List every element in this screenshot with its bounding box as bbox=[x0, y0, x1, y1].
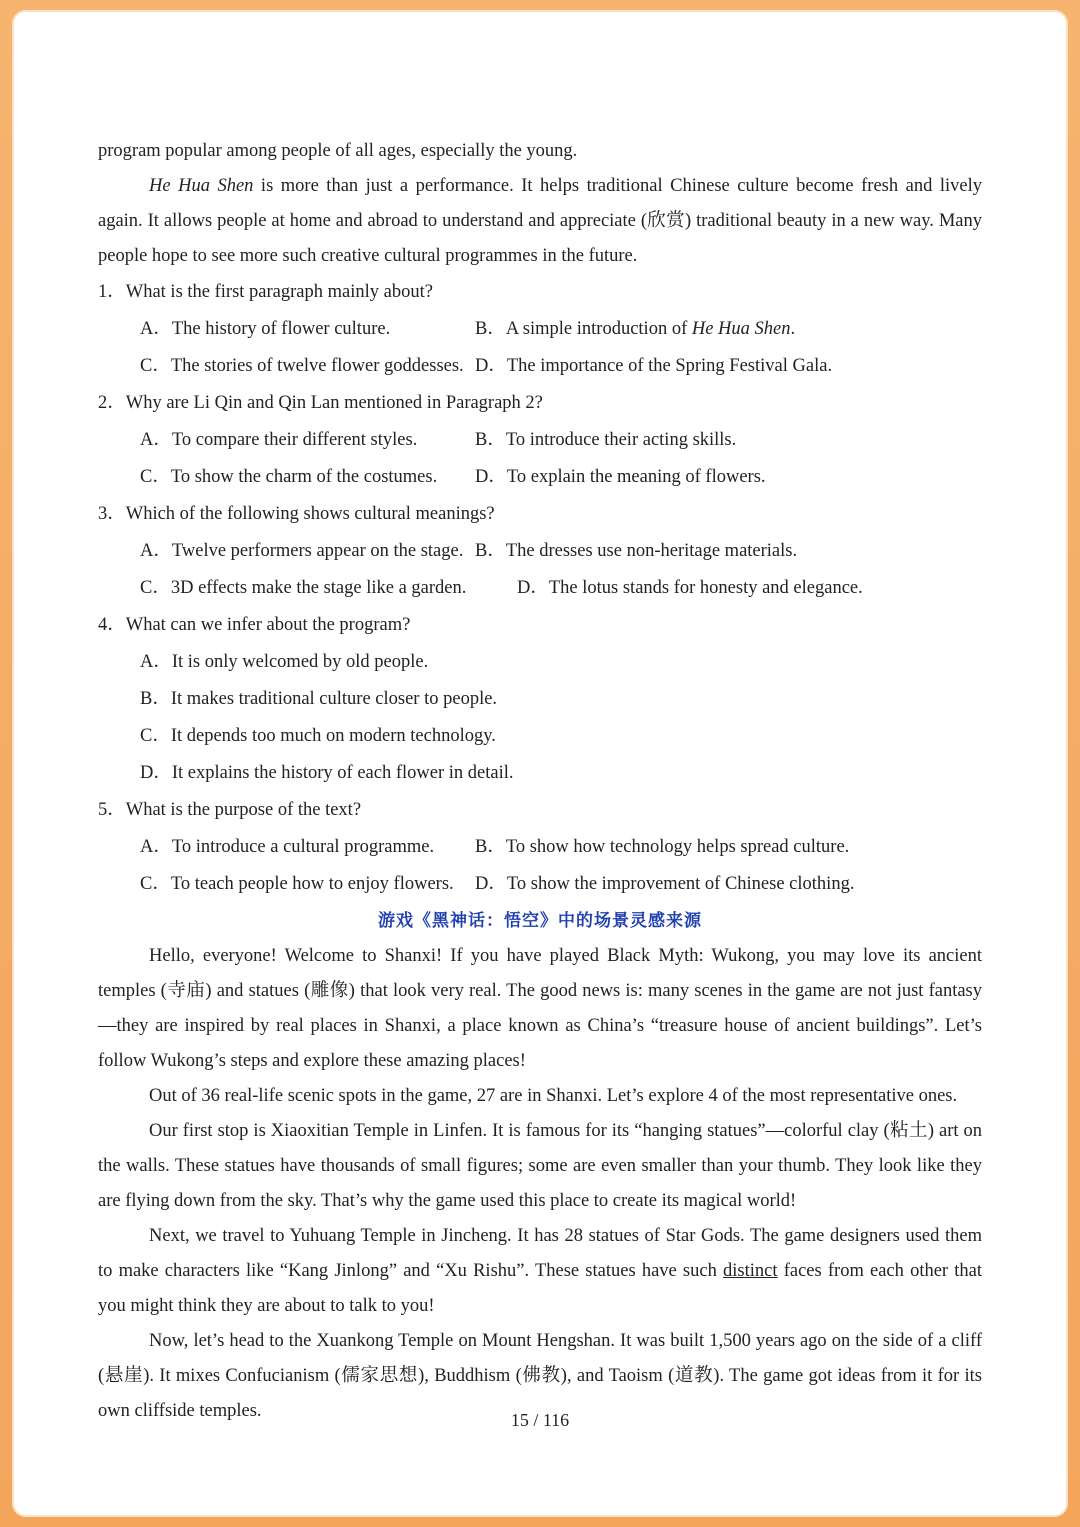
question-1-option-d[interactable]: D．The importance of the Spring Festival Gala. bbox=[475, 356, 833, 376]
option-b-end: . bbox=[790, 319, 796, 339]
question-5-options-row-2 bbox=[140, 866, 982, 903]
question-5-option-a[interactable]: A．To introduce a cultural programme. bbox=[140, 837, 435, 857]
passage-paragraph-4 bbox=[98, 1219, 982, 1324]
passage-paragraph-5: Now, let’s head to the Xuankong Temple on Mount Hengshan. It was built 1,500 years ago on the side of a cliff (悬崖). It mixes Confucianism (儒家思想), Buddhism (佛教), and Taoism (道教). The game got ideas from it for its own cliffside temples. bbox=[98, 1331, 982, 1421]
question-5-stem: 5．What is the purpose of the text? bbox=[98, 800, 362, 820]
document-page bbox=[12, 10, 1068, 1517]
question-5-options-row-1 bbox=[140, 829, 982, 866]
question-2-option-a[interactable]: A．To compare their different styles. bbox=[140, 430, 418, 450]
question-5-option-c[interactable]: C．To teach people how to enjoy flowers. bbox=[140, 874, 454, 894]
question-3-options-row-1 bbox=[140, 533, 982, 570]
passage-paragraph-2: Out of 36 real-life scenic spots in the game, 27 are in Shanxi. Let’s explore 4 of the most representative ones. bbox=[149, 1086, 958, 1106]
program-name: He Hua Shen bbox=[149, 176, 254, 196]
question-3-options-row-2 bbox=[140, 570, 982, 607]
question-4-option-a[interactable]: A．It is only welcomed by old people. bbox=[140, 652, 429, 672]
question-1-option-b[interactable] bbox=[475, 311, 795, 348]
question-4-option-d[interactable]: D．It explains the history of each flower in detail. bbox=[140, 763, 514, 783]
question-2-option-d[interactable]: D．To explain the meaning of flowers. bbox=[475, 467, 766, 487]
paragraph-body: is more than just a performance. It helps traditional Chinese culture become fresh and lively again. It allows people at home and abroad to understand and appreciate (欣赏) traditional beauty in a new way. Many people hope to see more such creative cultural programmes in the future. bbox=[98, 176, 982, 266]
question-5-option-b[interactable]: B．To show how technology helps spread culture. bbox=[475, 837, 850, 857]
question-1-stem: 1．What is the first paragraph mainly about? bbox=[98, 282, 433, 302]
section-title: 游戏《黑神话：悟空》中的场景灵感来源 bbox=[378, 911, 702, 931]
option-b-text: B．A simple introduction of bbox=[475, 319, 692, 339]
question-1-option-c[interactable]: C．The stories of twelve flower goddesses. bbox=[140, 356, 464, 376]
underlined-word: distinct bbox=[723, 1261, 778, 1281]
question-3-option-b[interactable]: B．The dresses use non-heritage materials. bbox=[475, 541, 798, 561]
paragraph-4-end: faces from each other that you might think they are about to talk to you! bbox=[98, 1261, 983, 1316]
question-2-option-b[interactable]: B．To introduce their acting skills. bbox=[475, 430, 737, 450]
question-2-option-c[interactable]: C．To show the charm of the costumes. bbox=[140, 467, 438, 487]
question-3-option-a[interactable]: A．Twelve performers appear on the stage. bbox=[140, 541, 464, 561]
question-3-option-d[interactable]: D．The lotus stands for honesty and elegance. bbox=[517, 578, 863, 598]
question-4-stem: 4．What can we infer about the program? bbox=[98, 615, 411, 635]
question-3-option-c[interactable]: C．3D effects make the stage like a garden. bbox=[140, 578, 467, 598]
option-b-italic: He Hua Shen bbox=[691, 319, 791, 339]
question-1-option-a[interactable]: A．The history of flower culture. bbox=[140, 319, 391, 339]
question-1-options-row-1 bbox=[140, 311, 982, 348]
page-number: 15 / 116 bbox=[510, 1410, 570, 1430]
passage-paragraph-3: Our first stop is Xiaoxitian Temple in Linfen. It is famous for its “hanging statues”—colorful clay (粘土) art on the walls. These statues have thousands of small figures; some are even smaller than your thumb. They look like they are flying down from the sky. That’s why the game used this place to create its magical world! bbox=[98, 1121, 982, 1211]
question-4-option-b[interactable]: B．It makes traditional culture closer to people. bbox=[140, 689, 498, 709]
question-5-option-d[interactable]: D．To show the improvement of Chinese clothing. bbox=[475, 874, 855, 894]
question-4-option-c[interactable]: C．It depends too much on modern technology. bbox=[140, 726, 496, 746]
paragraph-4-start: Next, we travel to Yuhuang Temple in Jincheng. It has 28 statues of Star Gods. The game designers used them to make characters like “Kang Jinlong” and “Xu Rishu”. These statues have such bbox=[98, 1226, 982, 1281]
intro-tail-text: program popular among people of all ages, especially the young. bbox=[98, 141, 578, 161]
question-3-stem: 3．Which of the following shows cultural meanings? bbox=[98, 504, 495, 524]
question-2-options-row-2 bbox=[140, 459, 982, 496]
question-2-stem: 2．Why are Li Qin and Qin Lan mentioned in Paragraph 2? bbox=[98, 393, 543, 413]
question-1-options-row-2 bbox=[140, 348, 982, 385]
document-content bbox=[98, 134, 982, 1429]
he-hua-shen-paragraph bbox=[98, 169, 982, 274]
passage-paragraph-1: Hello, everyone! Welcome to Shanxi! If you have played Black Myth: Wukong, you may love its ancient temples (寺庙) and statues (雕像) that look very real. The good news is: many scenes in the game are not just fantasy—they are inspired by real places in Shanxi, a place known as China’s “treasure house of ancient buildings”. Let’s follow Wukong’s steps and explore these amazing places! bbox=[98, 946, 982, 1071]
question-2-options-row-1 bbox=[140, 422, 982, 459]
